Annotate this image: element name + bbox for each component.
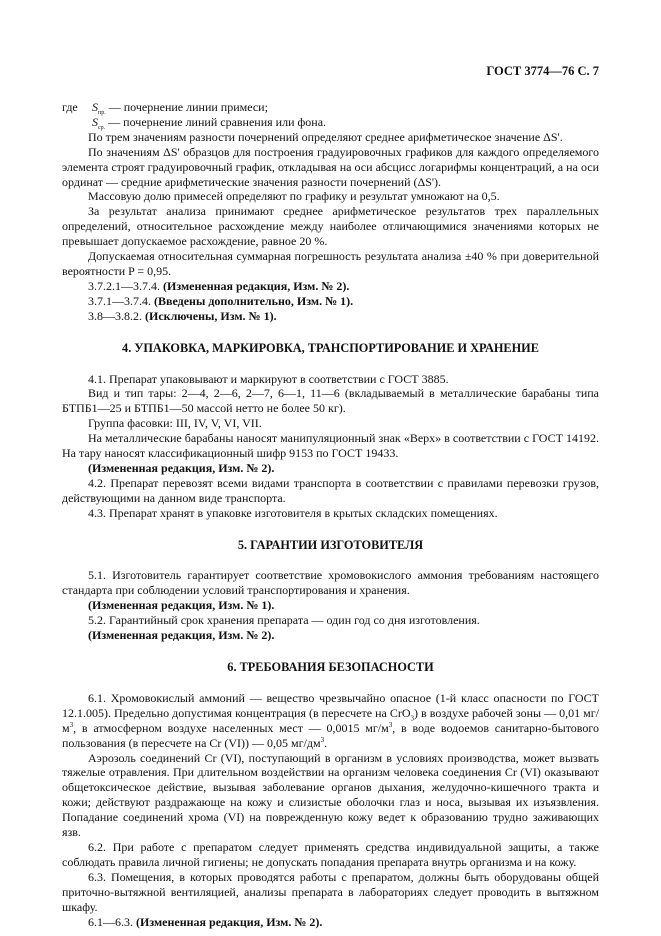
paragraph: 6.2. При работе с препаратом следует применять средства индивидуальной защиты, а также соблюдать правила личной гигиены; не допускать попадания препарата внутрь организма и на кожу. [62, 839, 599, 869]
paragraph: За результат анализа принимают среднее арифметическое результатов трех параллельных определений, относительное расхождение между наиболее отличающимися значениями которых не превышает допускаемое расхождение, равное 20 %. [62, 204, 599, 249]
paragraph: 4.1. Препарат упаковывают и маркируют в соответствии с ГОСТ 3885. [88, 371, 449, 386]
section-heading-5: 5. ГАРАНТИИ ИЗГОТОВИТЕЛЯ [237, 537, 424, 552]
amendment-note: 3.7.2.1—3.7.4. (Измененная редакция, Изм. № 2). [88, 278, 350, 293]
paragraph: Аэрозоль соединений Cr (VI), поступающий в организм в условиях производства, может вызвать тяжелые отравления. При длительном воздействии на организм человека соединения Cr (VI) оказывают общетоксическое действие, вызывая заболевание органов дыхания, желудочно-кишечного тракта и кожи; действуют раздражающе на кожу и слизистые оболочки глаз и носа, вызывая их изъязвления. Попадание соединений хрома (VI) на поврежденную кожу ведет к образованию трудно заживающих язв. [62, 750, 599, 840]
paragraph: 4.2. Препарат перевозят всеми видами транспорта в соответствии с правилами перевозки грузов, действующими на данном виде транспорта. [62, 475, 599, 505]
amendment-note: (Измененная редакция, Изм. № 2). [88, 460, 275, 475]
where-item: $S_{пр.}$ — почернение линии примеси; [92, 100, 268, 116]
document-body [62, 100, 599, 929]
section-heading-4: 4. УПАКОВКА, МАРКИРОВКА, ТРАНСПОРТИРОВАНИЕ И ХРАНЕНИЕ [122, 340, 539, 355]
paragraph: Группа фасовки: III, IV, V, VI, VII. [88, 416, 262, 431]
amendment-note: 3.7.1—3.7.4. (Введены дополнительно, Изм. № 1). [88, 293, 354, 308]
paragraph: На металлические барабаны наносят манипуляционный знак «Верх» в соответствии с ГОСТ 14192. На тару наносят классификационный шифр 9153 по ГОСТ 19433. [62, 431, 599, 461]
where-block [62, 100, 599, 130]
amendment-note: 6.1—6.3. (Измененная редакция, Изм. № 2). [88, 914, 323, 929]
paragraph: 5.2. Гарантийный срок хранения препарата — один год со дня изготовления. [88, 613, 480, 628]
amendment-note: 3.8—3.8.2. (Исключены, Изм. № 1). [88, 308, 277, 323]
paragraph: По значениям ΔS' образцов для построения градуировочных графиков для каждого определяемого элемента строят градуировочный график, откладывая на оси абсцисс логарифмы концентраций, а на оси ординат — средние арифметические значения разности почернений (ΔS'). [62, 144, 599, 189]
paragraph: По трем значениям разности почернений определяют среднее арифметическое значение ΔS'. [88, 129, 563, 144]
paragraph: 6.3. Помещения, в которых проводятся работы с препаратом, должны быть оборудованы общей приточно-вытяжной вентиляцией, анализы препарата в лабораториях следует проводить в вытяжном шкафу. [62, 869, 599, 914]
paragraph: 4.3. Препарат хранят в упаковке изготовителя в крытых складских помещениях. [88, 505, 498, 520]
paragraph: 6.1. Хромовокислый аммоний — вещество чрезвычайно опасное (1-й класс опасности по ГОСТ 12.1.005). Предельно допустимая концентрация (в пересчете на CrO$_3$) в воздухе рабочей зоны — 0,01 $мг/м^3$, в атмосферном воздухе населенных мест — 0,0015 $мг/м^3$, в воде водоемов санитарно-бытового пользования (в пересчете на Cr (VI)) — 0,05 $мг/дм^3$. [62, 690, 599, 750]
paragraph: 5.1. Изготовитель гарантирует соответствие хромовокислого аммония требованиям настоящего стандарта при соблюдении условий транспортирования и хранения. [62, 568, 599, 598]
paragraph: Вид и тип тары: 2—4, 2—6, 2—7, 6—1, 11—6 (вкладываемый в металлические барабаны типа БТПБ1—25 и БТПБ1—50 массой нетто не более 50 кг). [62, 386, 599, 416]
page-header: ГОСТ 3774—76 С. 7 [486, 64, 599, 78]
paragraph: Допускаемая относительная суммарная погрешность результата анализа ±40 % при доверительной вероятности P = 0,95. [62, 249, 599, 278]
section-heading-6: 6. ТРЕБОВАНИЯ БЕЗОПАСНОСТИ [227, 660, 434, 674]
paragraph: Массовую долю примесей определяют по графику и результат умножают на 0,5. [88, 189, 500, 204]
amendment-note: (Измененная редакция, Изм. № 2). [88, 628, 275, 643]
where-item: $S_{ср.}$ — почернение линий сравнения или фона. [92, 114, 327, 131]
where-label: где [62, 100, 78, 114]
amendment-note: (Измененная редакция, Изм. № 1). [88, 598, 275, 613]
